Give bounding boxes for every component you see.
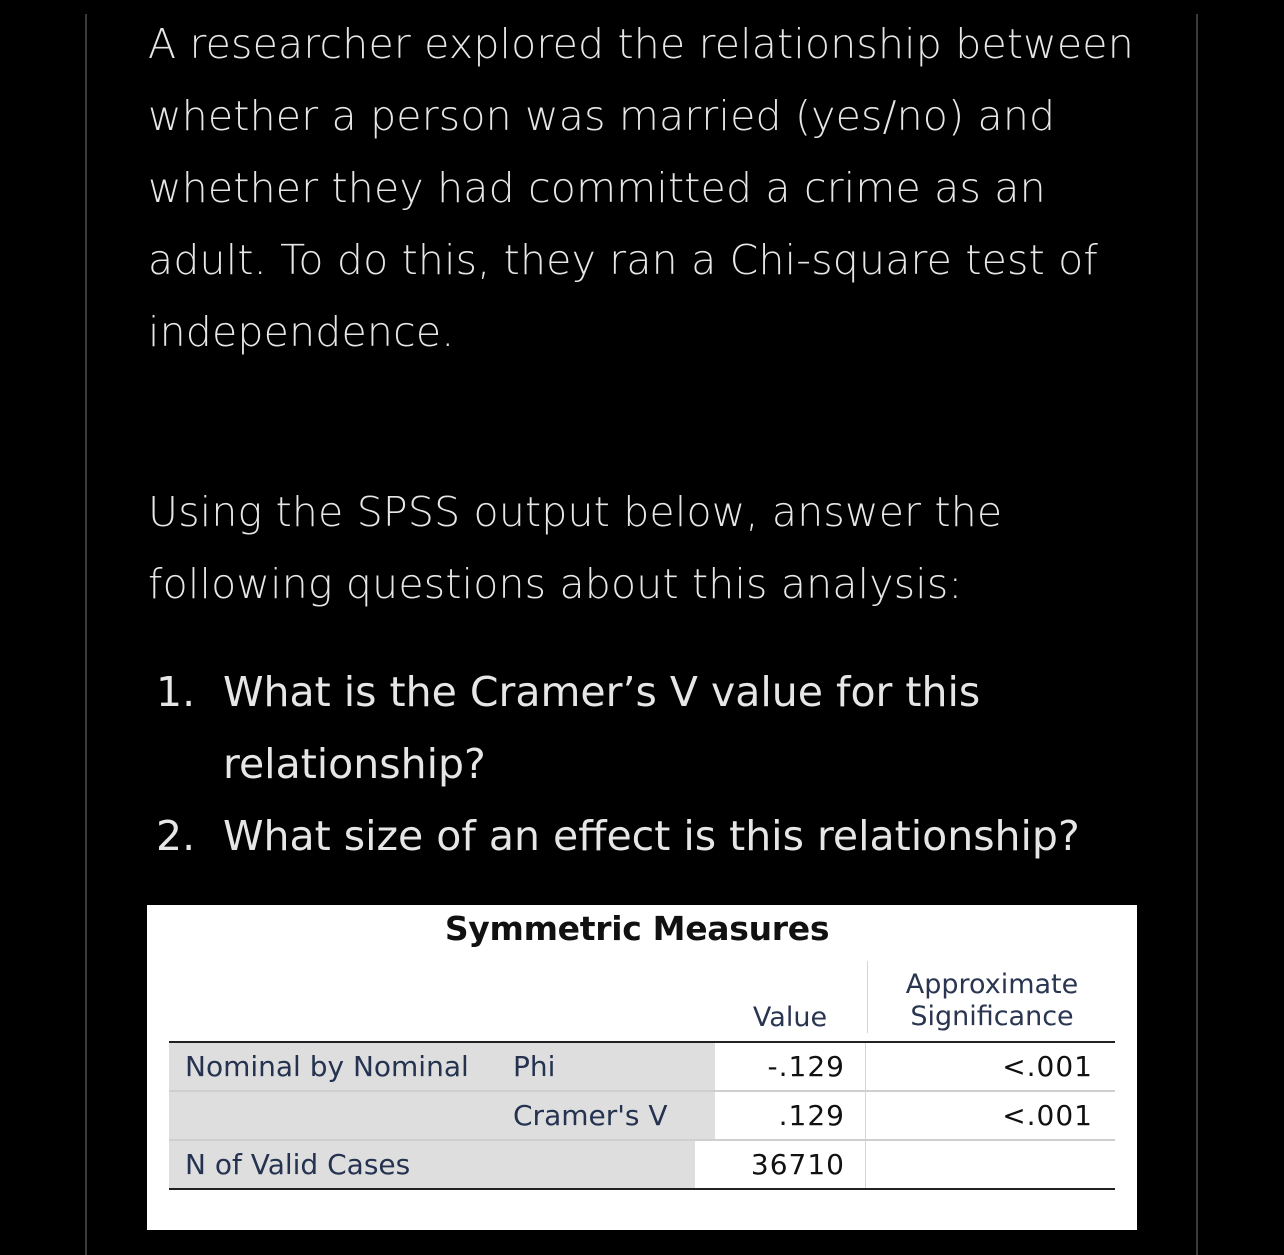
question-item (148, 656, 1148, 800)
table-title: Symmetric Measures (444, 909, 830, 948)
table-row (169, 1043, 1115, 1092)
instruction-line: following questions about this analysis: (148, 560, 963, 608)
row-group-label: Nominal by Nominal (169, 1043, 495, 1090)
table-header (169, 961, 1115, 1043)
column-divider (865, 1043, 866, 1090)
right-frame-border (1196, 14, 1198, 1255)
row-significance: <.001 (1002, 1099, 1093, 1132)
question-text-line: relationship? (223, 740, 486, 788)
row-significance: <.001 (1002, 1050, 1093, 1083)
intro-paragraph (148, 8, 1148, 368)
intro-line: whether a person was married (yes/no) and (148, 92, 1056, 140)
intro-line: adult. To do this, they ran a Chi-square test of (148, 236, 1099, 284)
header-significance-line: Approximate (905, 969, 1079, 1000)
symmetric-measures-table (169, 961, 1115, 1190)
table-row (169, 1141, 1115, 1190)
column-divider (865, 1092, 866, 1139)
question-number: 1. (156, 668, 196, 716)
instruction-paragraph (148, 476, 1148, 620)
question-text (148, 8, 1148, 872)
header-significance (867, 961, 1116, 1033)
question-list (148, 656, 1148, 872)
row-value: 36710 (750, 1148, 845, 1181)
row-value: -.129 (767, 1050, 845, 1083)
question-item (148, 800, 1148, 872)
intro-line: independence. (148, 308, 455, 356)
header-significance-line: Significance (910, 1001, 1074, 1032)
question-text-line: What size of an effect is this relationship? (223, 812, 1080, 860)
question-number: 2. (156, 812, 196, 860)
intro-line: whether they had committed a crime as an (148, 164, 1046, 212)
left-frame-border (85, 14, 87, 1255)
row-value: .129 (778, 1099, 845, 1132)
row-group-label (169, 1092, 495, 1139)
row-label-fill (695, 1092, 715, 1139)
instruction-line: Using the SPSS output below, answer the (148, 488, 1003, 536)
spss-output-table (147, 905, 1137, 1230)
intro-line: A researcher explored the relationship between (148, 20, 1134, 68)
table-row (169, 1092, 1115, 1141)
question-text-line: What is the Cramer’s V value for this (223, 668, 981, 716)
row-measure-label: Phi (495, 1043, 695, 1090)
row-label-fill (695, 1043, 715, 1090)
column-divider (865, 1141, 866, 1188)
header-value: Value (752, 1002, 828, 1033)
row-group-label: N of Valid Cases (169, 1141, 695, 1188)
row-measure-label: Cramer's V (495, 1092, 695, 1139)
